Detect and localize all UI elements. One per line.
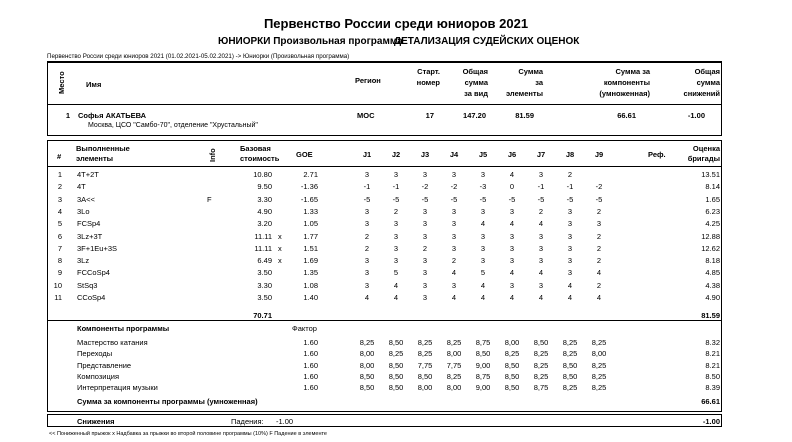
judge-score: 4 [393,280,399,290]
components-total-score: 66.61 [701,397,720,406]
judge-score: 8,50 [533,338,549,347]
pcs-header: Сумма за компоненты (умноженная) [599,67,650,98]
element-base-value: 11.11 [254,231,272,241]
component-score: 8.50 [705,371,720,381]
element-row [0,170,792,181]
element-panel-score: 4.90 [705,293,720,302]
judge-score: 8,00 [591,349,607,359]
judge-score: -2 [595,182,603,192]
tes-header: Сумма за элементы [505,67,543,98]
judge-score: 8,25 [562,383,578,393]
divider [47,104,722,105]
judge-score: 8,50 [388,338,404,347]
judge-score: 4 [451,293,457,302]
start-number-header: Старт. номер [416,67,440,87]
judge-score: 8,50 [359,383,375,393]
deductions-header: Общая сумма снижений [683,67,720,98]
element-code: FCSp4 [77,219,101,229]
judge-score: 8,25 [417,338,433,347]
falls-value: -1.00 [276,417,294,426]
judge-score: 8,50 [562,371,578,381]
element-panel-score: 4.25 [705,219,720,229]
judge-score: 2 [596,206,602,216]
element-goe: 1.77 [303,231,318,241]
judge-score: 3 [422,256,428,266]
element-panel-score: 12.62 [701,243,720,253]
element-row [0,244,792,255]
element-code: CCoSp4 [77,293,106,302]
judge-score: 8,75 [475,371,491,381]
element-code: 4T [77,182,86,192]
element-base-value: 3.50 [257,293,272,302]
judge-header: J6 [507,150,517,159]
component-name: Представление [77,360,132,370]
judge-score: 0 [509,182,515,192]
judge-score: 8,25 [533,349,549,359]
element-row [0,219,792,230]
element-goe: -1.36 [300,182,318,192]
component-row [0,338,792,349]
judge-score: 3 [480,170,486,179]
deductions-frame [47,414,722,427]
judge-score: 4 [538,219,544,229]
judge-score: 8,50 [475,349,491,359]
element-number: 10 [53,280,62,290]
judge-score: -1 [392,182,400,192]
judge-score: 5 [480,268,486,278]
judge-score: 7,75 [417,360,433,370]
judge-score: 3 [480,206,486,216]
judge-score: 2 [422,243,428,253]
judge-score: 3 [451,231,457,241]
judge-score: 3 [567,219,573,229]
judge-score: 3 [422,268,428,278]
judge-score: 3 [393,170,399,179]
judge-score: 2 [538,206,544,216]
element-goe: 1.05 [303,219,318,229]
judge-score: 8,25 [533,371,549,381]
component-name: Интерпретация музыки [77,383,158,393]
judge-score: 4 [596,268,602,278]
element-bonus-mark: x [278,243,282,253]
judge-score: 8,25 [504,349,520,359]
element-panel-score: 8.14 [705,182,720,192]
judge-score: 8,50 [504,360,520,370]
element-number: 1 [57,170,62,179]
component-score: 8.39 [705,383,720,393]
judge-score: 3 [364,219,370,229]
judge-score: 3 [480,256,486,266]
judge-score: 3 [538,243,544,253]
judge-score: 3 [451,206,457,216]
component-name: Мастерство катания [77,338,148,347]
element-goe: -1.65 [300,194,318,204]
judge-score: 3 [596,219,602,229]
judge-score: 4 [451,268,457,278]
judge-score: 2 [596,231,602,241]
divider [47,61,722,63]
judge-score: -5 [566,194,574,204]
component-factor: 1.60 [303,383,318,393]
segment-title: ЮНИОРКИ Произвольная программа [218,36,403,47]
element-number-header: # [57,152,62,161]
judge-score: -5 [595,194,603,204]
judge-score: 4 [596,293,602,302]
element-code: 3A<< [77,194,95,204]
info-header: Info [208,148,217,162]
element-base-value: 11.11 [254,243,272,253]
judge-score: -5 [392,194,400,204]
judge-score: -2 [450,182,458,192]
judge-score: -1 [537,182,545,192]
skater-name: Софья АКАТЬЕВА [78,111,147,120]
component-row [0,372,792,383]
judge-score: 3 [364,206,370,216]
element-number: 11 [54,293,62,302]
judge-score: 3 [422,280,428,290]
judge-score: 2 [596,243,602,253]
judge-score: 8,25 [446,338,462,347]
element-goe: 1.33 [303,206,318,216]
element-base-value: 3.20 [257,219,272,229]
judge-score: 4 [509,170,515,179]
judge-score: 3 [364,170,370,179]
element-code: 3Lz+3T [77,231,103,241]
judge-score: 3 [509,231,515,241]
judge-score: 4 [364,293,370,302]
judge-score: 3 [364,256,370,266]
judge-score: -5 [421,194,429,204]
judge-score: 3 [567,243,573,253]
judge-score: 8,25 [562,349,578,359]
component-score: 8.21 [705,349,720,359]
judge-score: 3 [393,256,399,266]
judge-score: 8,25 [533,360,549,370]
judge-score: 4 [393,293,399,302]
judge-score: 3 [567,268,573,278]
judge-score: 8,00 [417,383,433,393]
judge-score: 8,25 [591,371,607,381]
referee-header: Реф. [648,150,666,159]
judge-score: 8,75 [475,338,491,347]
component-name: Переходы [77,349,113,359]
element-number: 5 [57,219,62,229]
element-row [0,232,792,243]
judge-score: 3 [509,243,515,253]
event-line: Первенство России среди юниоров 2021 (01.02.2021-05.02.2021) -> Юниорки (Произвольная программа) [47,53,350,60]
element-row [0,195,792,206]
element-code: 3Lo [77,206,90,216]
element-row [0,293,792,304]
judge-score: 4 [567,280,573,290]
skater-place: 1 [65,111,70,120]
element-panel-score: 6.23 [705,206,720,216]
judge-score: 8,50 [359,371,375,381]
total-score-header: Общая сумма за вид [462,67,488,98]
judge-score: 7,75 [446,360,462,370]
skater-pcs: 66.61 [617,111,636,120]
judge-score: 8,50 [417,371,433,381]
judge-score: 3 [509,280,515,290]
judge-score: 8,25 [359,338,375,347]
judge-score: 8,75 [533,383,549,393]
judge-score: 3 [538,231,544,241]
element-number: 8 [57,256,62,266]
judge-score: 9,00 [475,360,491,370]
judge-score: 3 [567,256,573,266]
judge-score: 3 [422,206,428,216]
judge-score: 3 [451,219,457,229]
base-value-header: Базовая стоимость [240,144,280,163]
component-row [0,383,792,394]
judge-score: 3 [393,231,399,241]
judge-score: 8,50 [388,360,404,370]
judge-score: 3 [538,280,544,290]
judge-score: -1 [363,182,371,192]
components-header: Компоненты программы [77,324,170,333]
judge-score: 5 [393,268,399,278]
judge-header: J3 [420,150,430,159]
skater-start-number: 17 [425,111,434,120]
component-factor: 1.60 [303,338,318,347]
element-row [0,256,792,267]
judge-score: 8,00 [446,383,462,393]
deductions-label: Снижения [77,417,115,426]
judge-score: 8,00 [359,349,375,359]
judge-header: J7 [536,150,546,159]
judge-header: J2 [391,150,401,159]
factor-header: Фактор [292,324,317,333]
element-row [0,268,792,279]
goe-header: GOE [296,150,313,159]
element-base-value: 3.30 [257,280,272,290]
element-code: 3F+1Eu+3S [77,243,118,253]
judge-score: 8,25 [591,338,607,347]
element-panel-score: 1.65 [705,194,720,204]
element-number: 2 [57,182,62,192]
judge-score: 4 [480,293,486,302]
element-base-value: 9.50 [257,182,272,192]
judge-score: 3 [538,256,544,266]
judge-score: 3 [451,280,457,290]
element-number: 6 [57,231,62,241]
judge-score: 8,50 [388,383,404,393]
element-number: 9 [57,268,62,278]
judge-score: 8,25 [417,349,433,359]
legend-footnote: << Пониженный прыжок x Надбавка за прыжки во второй половине программы (10%) F Падение в элементе [49,431,327,437]
judge-score: 4 [480,219,486,229]
elements-total-base-value: 70.71 [253,311,272,320]
judge-score: 3 [538,170,544,179]
judge-score: 3 [364,268,370,278]
element-goe: 1.40 [303,293,318,302]
skater-region: МОС [357,111,375,120]
skater-club: Москва, ЦСО "Самбо-70", отделение "Хрустальный" [88,122,258,129]
element-bonus-mark: x [278,256,282,266]
component-row [0,361,792,372]
element-panel-score: 8.18 [705,256,720,266]
judge-score: 4 [509,219,515,229]
element-goe: 1.08 [303,280,318,290]
region-header: Регион [355,76,381,85]
judge-score: 2 [596,256,602,266]
element-panel-score: 4.38 [705,280,720,290]
judge-score: 8,25 [562,338,578,347]
element-number: 4 [57,206,62,216]
element-code: 4T+2T [77,170,99,179]
divider [47,166,722,167]
judge-score: 3 [422,219,428,229]
name-header: Имя [86,80,102,89]
element-code: StSq3 [77,280,98,290]
components-total-label: Сумма за компоненты программы (умноженная) [77,397,258,406]
judge-score: 3 [422,231,428,241]
judge-header: J5 [478,150,488,159]
judge-score: -5 [479,194,487,204]
judge-score: 4 [538,293,544,302]
judge-score: 2 [596,280,602,290]
place-header: Место [57,71,66,94]
judge-score: 9,00 [475,383,491,393]
component-score: 8.32 [705,338,720,347]
judge-score: 8,25 [446,371,462,381]
component-factor: 1.60 [303,360,318,370]
judge-score: 8,50 [504,383,520,393]
element-goe: 2.71 [303,170,318,179]
element-goe: 1.69 [303,256,318,266]
element-code: FCCoSp4 [77,268,110,278]
element-base-value: 4.90 [257,206,272,216]
judge-score: 8,25 [388,349,404,359]
skater-tes: 81.59 [515,111,534,120]
component-factor: 1.60 [303,349,318,359]
judge-score: 3 [422,293,428,302]
element-row [0,182,792,193]
judge-score: 8,00 [504,338,520,347]
element-row [0,207,792,218]
element-info: F [207,194,212,204]
judge-score: 3 [480,243,486,253]
judge-score: 8,25 [591,383,607,393]
judge-header: J9 [594,150,604,159]
judge-score: 3 [509,256,515,266]
deductions-total: -1.00 [702,417,720,426]
judge-score: 3 [567,231,573,241]
elements-total-score: 81.59 [701,311,720,320]
judge-score: 8,50 [504,371,520,381]
element-row [0,281,792,292]
element-name-header: Выполненные элементы [76,144,130,163]
skater-total-score: 147.20 [463,111,486,120]
judge-score: -5 [450,194,458,204]
judge-score: -5 [537,194,545,204]
judge-score: 4 [509,268,515,278]
skater-deductions: -1.00 [687,111,705,120]
page-title: Первенство России среди юниоров 2021 [263,16,529,31]
judge-score: 2 [364,243,370,253]
judge-score: 3 [393,243,399,253]
element-bonus-mark: x [278,231,282,241]
judge-score: 8,00 [446,349,462,359]
judge-score: 3 [393,219,399,229]
judge-score: 2 [364,231,370,241]
divider [47,320,722,321]
judge-score: 8,25 [591,360,607,370]
panel-score-header: Оценка бригады [687,144,720,163]
judge-score: 2 [393,206,399,216]
judge-score: 4 [567,293,573,302]
judge-score: -2 [421,182,429,192]
component-name: Композиция [77,371,120,381]
judge-score: 4 [538,268,544,278]
element-base-value: 6.49 [257,256,272,266]
component-factor: 1.60 [303,371,318,381]
element-number: 7 [57,243,62,253]
judge-score: 8,50 [388,371,404,381]
judge-header: J1 [362,150,372,159]
falls-label: Падения: [231,417,264,426]
component-row [0,349,792,360]
element-panel-score: 4.85 [705,268,720,278]
judge-score: 3 [480,231,486,241]
judge-score: -1 [566,182,574,192]
component-score: 8.21 [705,360,720,370]
judge-score: -5 [363,194,371,204]
element-code: 3Lz [77,256,90,266]
judge-score: 8,00 [359,360,375,370]
element-goe: 1.35 [303,268,318,278]
judge-score: 3 [451,170,457,179]
judge-score: 8,50 [562,360,578,370]
judge-header: J4 [449,150,459,159]
element-base-value: 10.80 [253,170,272,179]
judge-score: 3 [509,206,515,216]
judge-score: 3 [422,170,428,179]
element-panel-score: 13.51 [701,170,720,179]
judge-score: 2 [451,256,457,266]
judge-score: 2 [567,170,573,179]
element-base-value: 3.50 [257,268,272,278]
element-number: 3 [57,194,62,204]
judge-score: 4 [509,293,515,302]
judge-header: J8 [565,150,575,159]
judge-score: -5 [508,194,516,204]
judge-score: -3 [479,182,487,192]
element-panel-score: 12.88 [701,231,720,241]
element-base-value: 3.30 [257,194,272,204]
judge-score: 3 [364,280,370,290]
element-goe: 1.51 [303,243,318,253]
report-title: ДЕТАЛИЗАЦИЯ СУДЕЙСКИХ ОЦЕНОК [394,36,580,47]
judge-score: 3 [451,243,457,253]
judge-score: 4 [480,280,486,290]
judge-score: 3 [567,206,573,216]
